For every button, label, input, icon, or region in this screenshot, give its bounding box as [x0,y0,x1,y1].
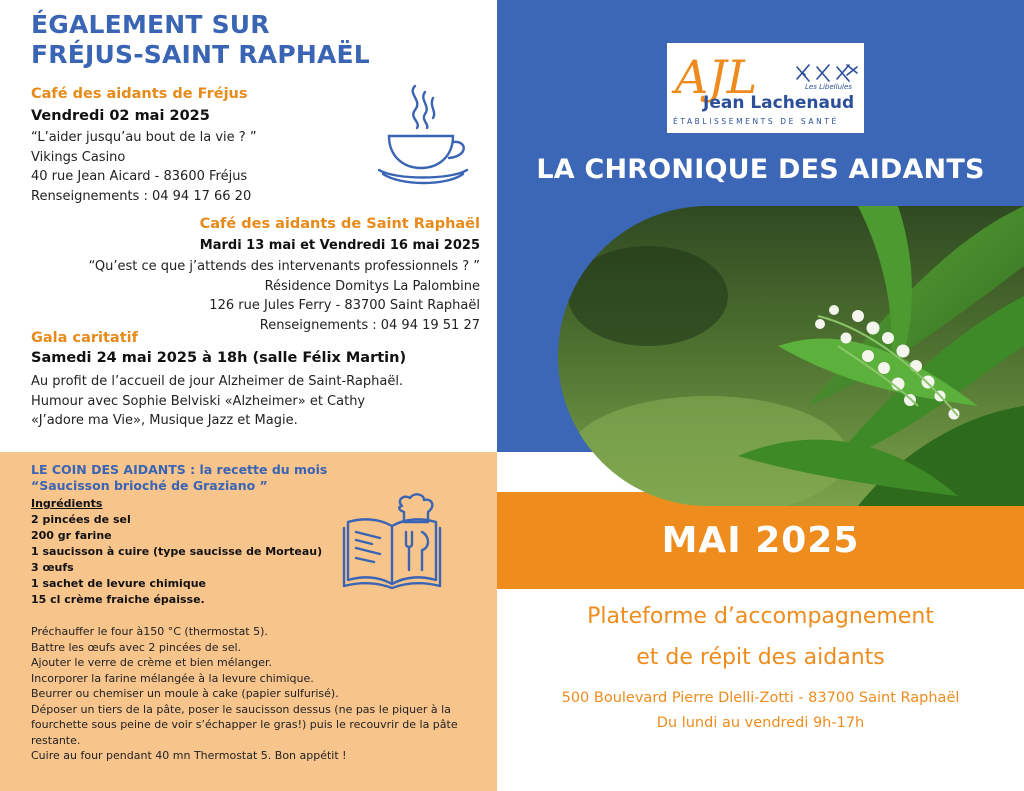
chronicle-title: LA CHRONIQUE DES AIDANTS [536,154,985,185]
opening-hours: Du lundi au vendredi 9h-17h [656,715,865,731]
page-title-line1: ÉGALEMENT SUR [31,10,270,39]
recipe-heading: LE COIN DES AIDANTS : la recette du mois [31,462,328,477]
platform-line1: Plateforme d’accompagnement [587,604,934,629]
recipe-step: Déposer un tiers de la pâte, poser le saucisson dessus (ne pas le piquer à la [31,702,451,716]
month-label: MAI 2025 [661,520,860,561]
ingredient-item: 1 sachet de levure chimique [31,577,206,590]
ingredient-item: 15 cl crème fraiche épaisse. [31,593,205,606]
logo [667,43,864,133]
saint-raphael-event-date: Mardi 13 mai et Vendredi 16 mai 2025 [199,238,480,253]
saint-raphael-event-line: Résidence Domitys La Palombine [264,278,480,294]
logo-mark: AJL [675,50,758,104]
saint-raphael-event-line: 126 rue Jules Ferry - 83700 Saint Raphaël [209,298,480,313]
recipe-step: Incorporer la farine mélangée à la levure chimique. [31,671,314,685]
gala-event-title: Gala caritatif [31,330,138,346]
recipe-step: Préchauffer le four à150 °C (thermostat 5). [31,625,268,638]
recipe-step: restante. [31,733,81,747]
dragonfly-icon [793,61,859,85]
recipe-step: Cuire au four pendant 40 mn Thermostat 5. Bon appétit ! [31,749,347,762]
coffee-cup-icon [375,82,475,192]
saint-raphael-event-title: Café des aidants de Saint Raphaël [199,216,480,232]
logo-tagline: Les Libellules [805,83,852,91]
recipe-steps [31,624,458,764]
frejus-event-date: Vendredi 02 mai 2025 [31,108,210,124]
recipe-name: “Saucisson brioché de Graziano ” [31,478,268,493]
ingredients-label: Ingrédients [31,497,103,510]
logo-subtitle: ÉTABLISSEMENTS DE SANTÉ [673,117,839,126]
recipe-step: fourchette sous peine de voir s’échapper le gras!) puis le recouvrir de la pâte [31,718,458,731]
recipe-step: Beurrer ou chemiser un moule à cake (papier sulfurisé). [31,687,339,700]
gala-event-line: Au profit de l’accueil de jour Alzheimer de Saint-Raphaël. [31,374,404,389]
recipe-step: Ajouter le verre de crème et bien mélanger. [31,656,273,669]
frejus-event-line: “L’aider jusqu’au bout de la vie ? ” [31,130,257,145]
logo-name: Jean Lachenaud [703,93,855,113]
saint-raphael-event-line: Renseignements : 04 94 19 51 27 [259,317,480,333]
saint-raphael-event [89,216,480,335]
ingredient-item: 2 pincées de sel [31,513,131,526]
lily-of-the-valley-illustration [558,206,1024,506]
lily-of-the-valley-photo [558,206,1024,506]
recipe-step: Battre les œufs avec 2 pincées de sel. [31,640,242,654]
page-title [31,10,370,70]
gala-event-line: Humour avec Sophie Belviski «Alzheimer» et Cathy [31,393,366,409]
frejus-event-title: Café des aidants de Fréjus [31,86,248,102]
saint-raphael-event-line: “Qu’est ce que j’attends des intervenants professionnels ? ” [88,259,480,274]
platform-line2: et de répit des aidants [636,645,885,670]
ingredient-item: 200 gr farine [31,529,112,542]
frejus-event-line: Renseignements : 04 94 17 66 20 [31,188,252,204]
recipe-book-icon [342,492,442,592]
frejus-event-line: Vikings Casino [31,149,126,165]
frejus-event-line: 40 rue Jean Aicard - 83600 Fréjus [31,169,248,184]
frejus-event [31,86,257,206]
gala-event-date: Samedi 24 mai 2025 à 18h (salle Félix Martin) [31,350,407,366]
gala-event-line: «J’adore ma Vie», Musique Jazz et Magie. [31,413,298,428]
ingredient-item: 1 saucisson à cuire (type saucisse de Morteau) [31,545,323,558]
ingredient-item: 3 œufs [31,561,74,574]
gala-event [31,330,406,431]
page-title-line2: FRÉJUS-SAINT RAPHAËL [31,40,370,69]
address: 500 Boulevard Pierre Dlelli-Zotti - 83700 Saint Raphaël [561,690,960,706]
